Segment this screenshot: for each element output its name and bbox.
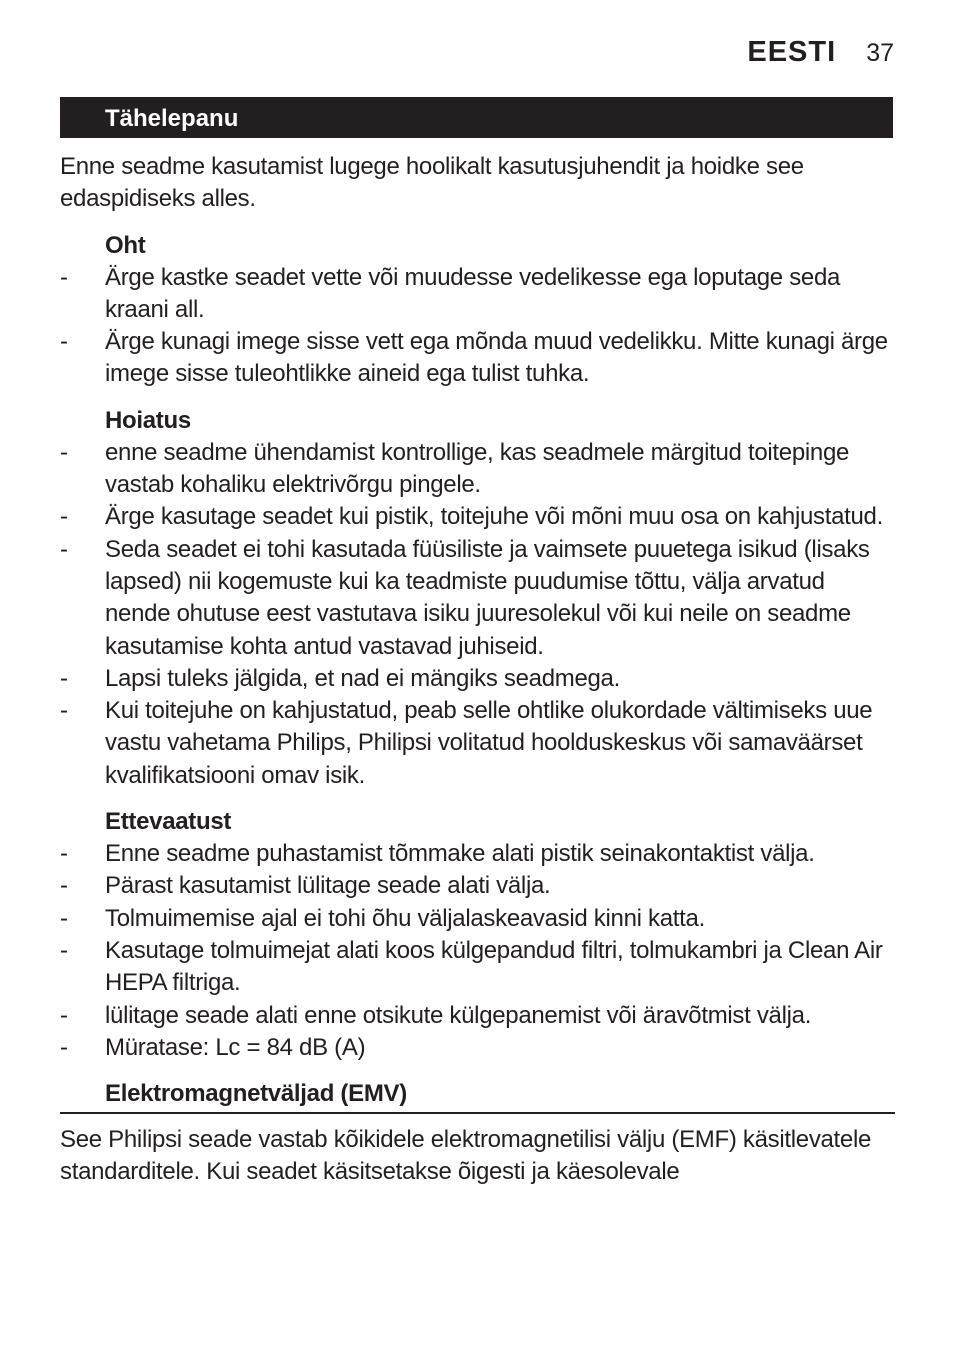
list-item-text: Müratase: Lc = 84 dB (A) [105,1033,366,1061]
list-item [60,903,895,935]
list-item-text: Ärge kunagi imege sisse vett ega mõnda muud vedelikku. Mitte kunagi ärge imege sisse tuleohtlikke aineid ega tulist tuhka. [105,328,888,388]
bullet-dash: - [60,503,68,531]
list-item [60,1032,895,1064]
list-item-text: Pärast kasutamist lülitage seade alati välja. [105,872,551,900]
list-item [60,870,895,902]
bullet-dash: - [60,664,68,692]
hoiatus-list [60,437,895,792]
section-title-bar: Tähelepanu [60,97,893,138]
emv-paragraph: See Philipsi seade vastab kõikidele elektromagnetilisi välju (EMF) käsitlevatele standarditele. Kui seadet käsitsetakse õigesti ja käesolevale [60,1126,872,1186]
list-item-text: Seda seadet ei tohi kasutada füüsiliste ja vaimsete puuetega isikud (lisaks lapsed) nii kogemuste kui ka teadmiste puudumise tõttu, välja arvatud nende ohutuse eest vastutava isiku juuresolekul või kui neile on seadme kasutamise kohta antud vastavad juhiseid. [105,535,870,660]
list-item [60,935,895,1000]
list-item [60,663,895,695]
list-item-text: lülitage seade alati enne otsikute külgepanemist või äravõtmist välja. [105,1001,812,1029]
heading-emv: Elektromagnetväljad (EMV) [60,1078,895,1114]
bullet-dash: - [60,697,68,725]
page-number: 37 [866,39,894,67]
list-item-text: Tolmuimemise ajal ei tohi õhu väljalaskeavasid kinni katta. [105,904,705,932]
bullet-dash: - [60,872,68,900]
heading-ettevaatust: Ettevaatust [105,808,232,836]
heading-oht: Oht [105,231,146,259]
list-item [60,326,895,391]
list-item-text: Enne seadme puhastamist tõmmake alati pistik seinakontaktist välja. [105,840,815,868]
list-item-text: Ärge kastke seadet vette või muudesse vedelikesse ega loputage seda kraani all. [105,263,841,323]
list-item [60,262,895,327]
bullet-dash: - [60,1033,68,1061]
bullet-dash: - [60,328,68,356]
list-item [60,838,895,870]
list-item-text: Lapsi tuleks jälgida, et nad ei mängiks seadmega. [105,664,620,692]
bullet-dash: - [60,438,68,466]
bullet-dash: - [60,936,68,964]
bullet-dash: - [60,535,68,563]
list-item [60,695,895,792]
list-item [60,501,895,533]
heading-hoiatus: Hoiatus [105,406,191,434]
ettevaatust-list [60,838,895,1064]
list-item [60,437,895,502]
list-item [60,534,895,663]
language-label: EESTI [747,36,837,68]
oht-list [60,262,895,391]
document-body [60,151,895,1189]
list-item-text: Kasutage tolmuimejat alati koos külgepandud filtri, tolmukambri ja Clean Air HEPA filtriga. [105,936,883,997]
list-item-text: Ärge kasutage seadet kui pistik, toitejuhe või mõni muu osa on kahjustatud. [105,503,883,531]
bullet-dash: - [60,904,68,932]
list-item [60,1000,895,1032]
list-item-text: enne seadme ühendamist kontrollige, kas seadmele märgitud toitepinge vastab kohaliku elektrivõrgu pingele. [105,438,850,499]
bullet-dash: - [60,840,68,868]
list-item-text: Kui toitejuhe on kahjustatud, peab selle ohtlike olukordade vältimiseks uue vastu vahetama Philips, Philipsi volitatud hoolduskeskus või samaväärset kvalifikatsiooni omav isik. [105,697,873,789]
bullet-dash: - [60,1001,68,1029]
page-header [747,36,894,69]
intro-paragraph: Enne seadme kasutamist lugege hoolikalt kasutusjuhendit ja hoidke see edaspidiseks alles. [60,153,804,213]
bullet-dash: - [60,263,68,291]
